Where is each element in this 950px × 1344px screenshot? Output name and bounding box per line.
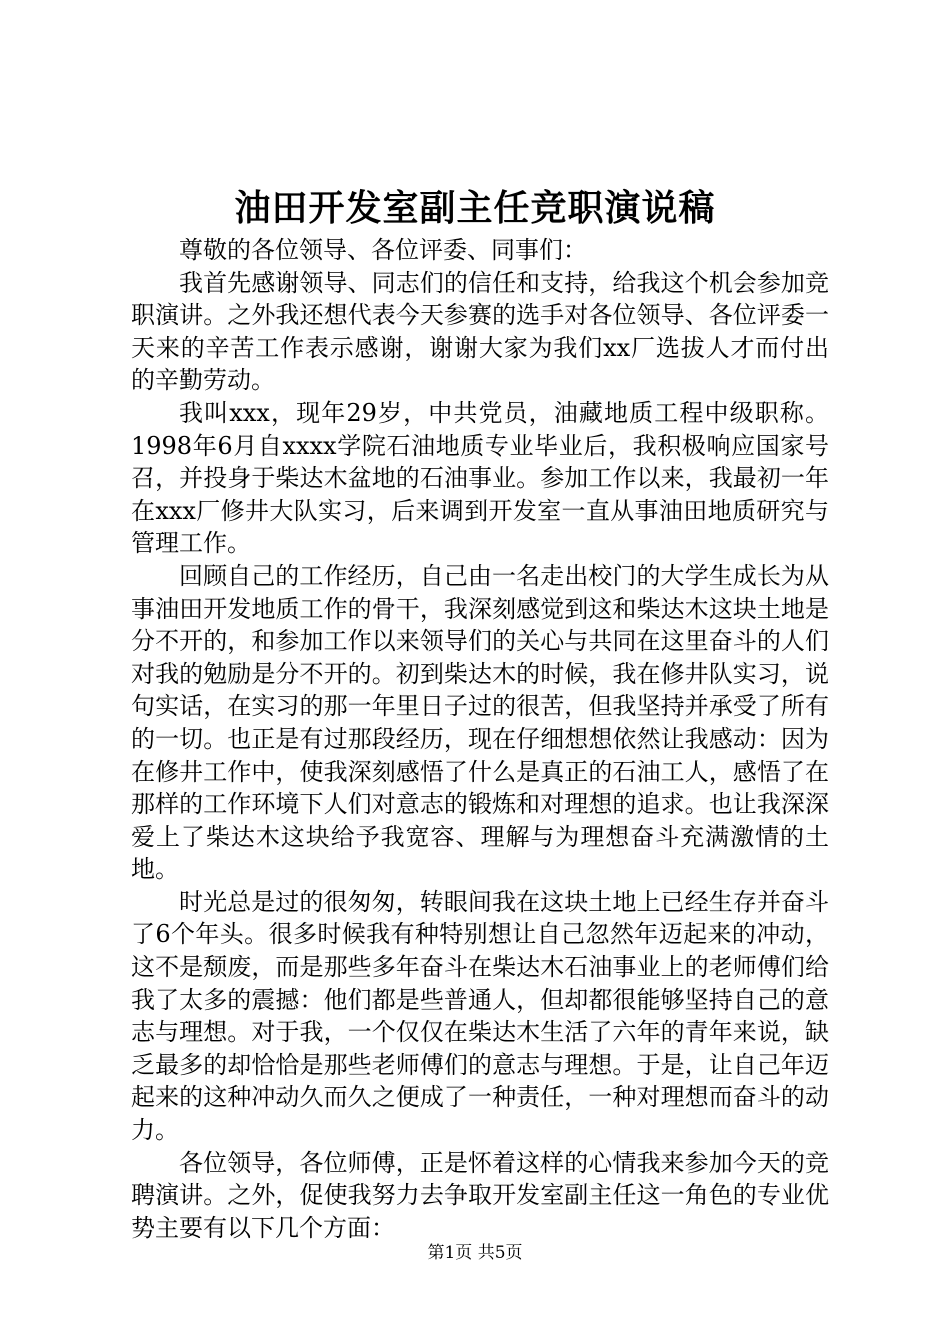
body-paragraph: 回顾自己的工作经历，自己由一名走出校门的大学生成长为从事油田开发地质工作的骨干，我深刻感觉到这和柴达木这块土地是分不开的，和参加工作以来领导们的关心与共同在这里奋斗的人们对我的勉励是分不开的。初到柴达木的时候，我在修井队实习，说句实话，在实习的那一年里日子过的很苦，但我坚持并承受了所有的一切。也正是有过那段经历，现在仔细想想依然让我感动：因为在修井工作中，使我深刻感悟了什么是真正的石油工人，感悟了在那样的工作环境下人们对意志的锻炼和对理想的追求。也让我深深爱上了柴达木这块给予我宽容、理解与为理想奋斗充满激情的土地。 [131, 561, 829, 884]
body-paragraph: 我叫xxx，现年29岁，中共党员，油藏地质工程中级职称。1998年6月自xxxx学院石油地质专业毕业后，我积极响应国家号召，并投身于柴达木盆地的石油事业。参加工作以来，我最初一年在xxx厂修井大队实习，后来调到开发室一直从事油田地质研究与管理工作。 [131, 398, 829, 558]
body-paragraph: 各位领导，各位师傅，正是怀着这样的心情我来参加今天的竞聘演讲。之外，促使我努力去争取开发室副主任这一角色的专业优势主要有以下几个方面： [131, 1148, 829, 1242]
body-paragraph: 我首先感谢领导、同志们的信任和支持，给我这个机会参加竞职演讲。之外我还想代表今天参赛的选手对各位领导、各位评委一天来的辛苦工作表示感谢，谢谢大家为我们xx厂选拔人才而付出的辛勤劳动。 [131, 268, 829, 395]
body-paragraph: 时光总是过的很匆匆，转眼间我在这块土地上已经生存并奋斗了6个年头。很多时候我有种特别想让自己忽然年迈起来的冲动，这不是颓废，而是那些多年奋斗在柴达木石油事业上的老师傅们给我了太多的震撼：他们都是些普通人，但却都很能够坚持自己的意志与理想。对于我，一个仅仅在柴达木生活了六年的青年来说，缺乏最多的却恰恰是那些老师傅们的意志与理想。于是，让自己年迈起来的这种冲动久而久之便成了一种责任，一种对理想而奋斗的动力。 [131, 887, 829, 1145]
document-title: 油田开发室副主任竞职演说稿 [234, 187, 716, 229]
page-footer: 第1页 共5页 [427, 1243, 523, 1263]
salutation-paragraph: 尊敬的各位领导、各位评委、同事们： [179, 236, 587, 264]
document-body [131, 234, 829, 1244]
